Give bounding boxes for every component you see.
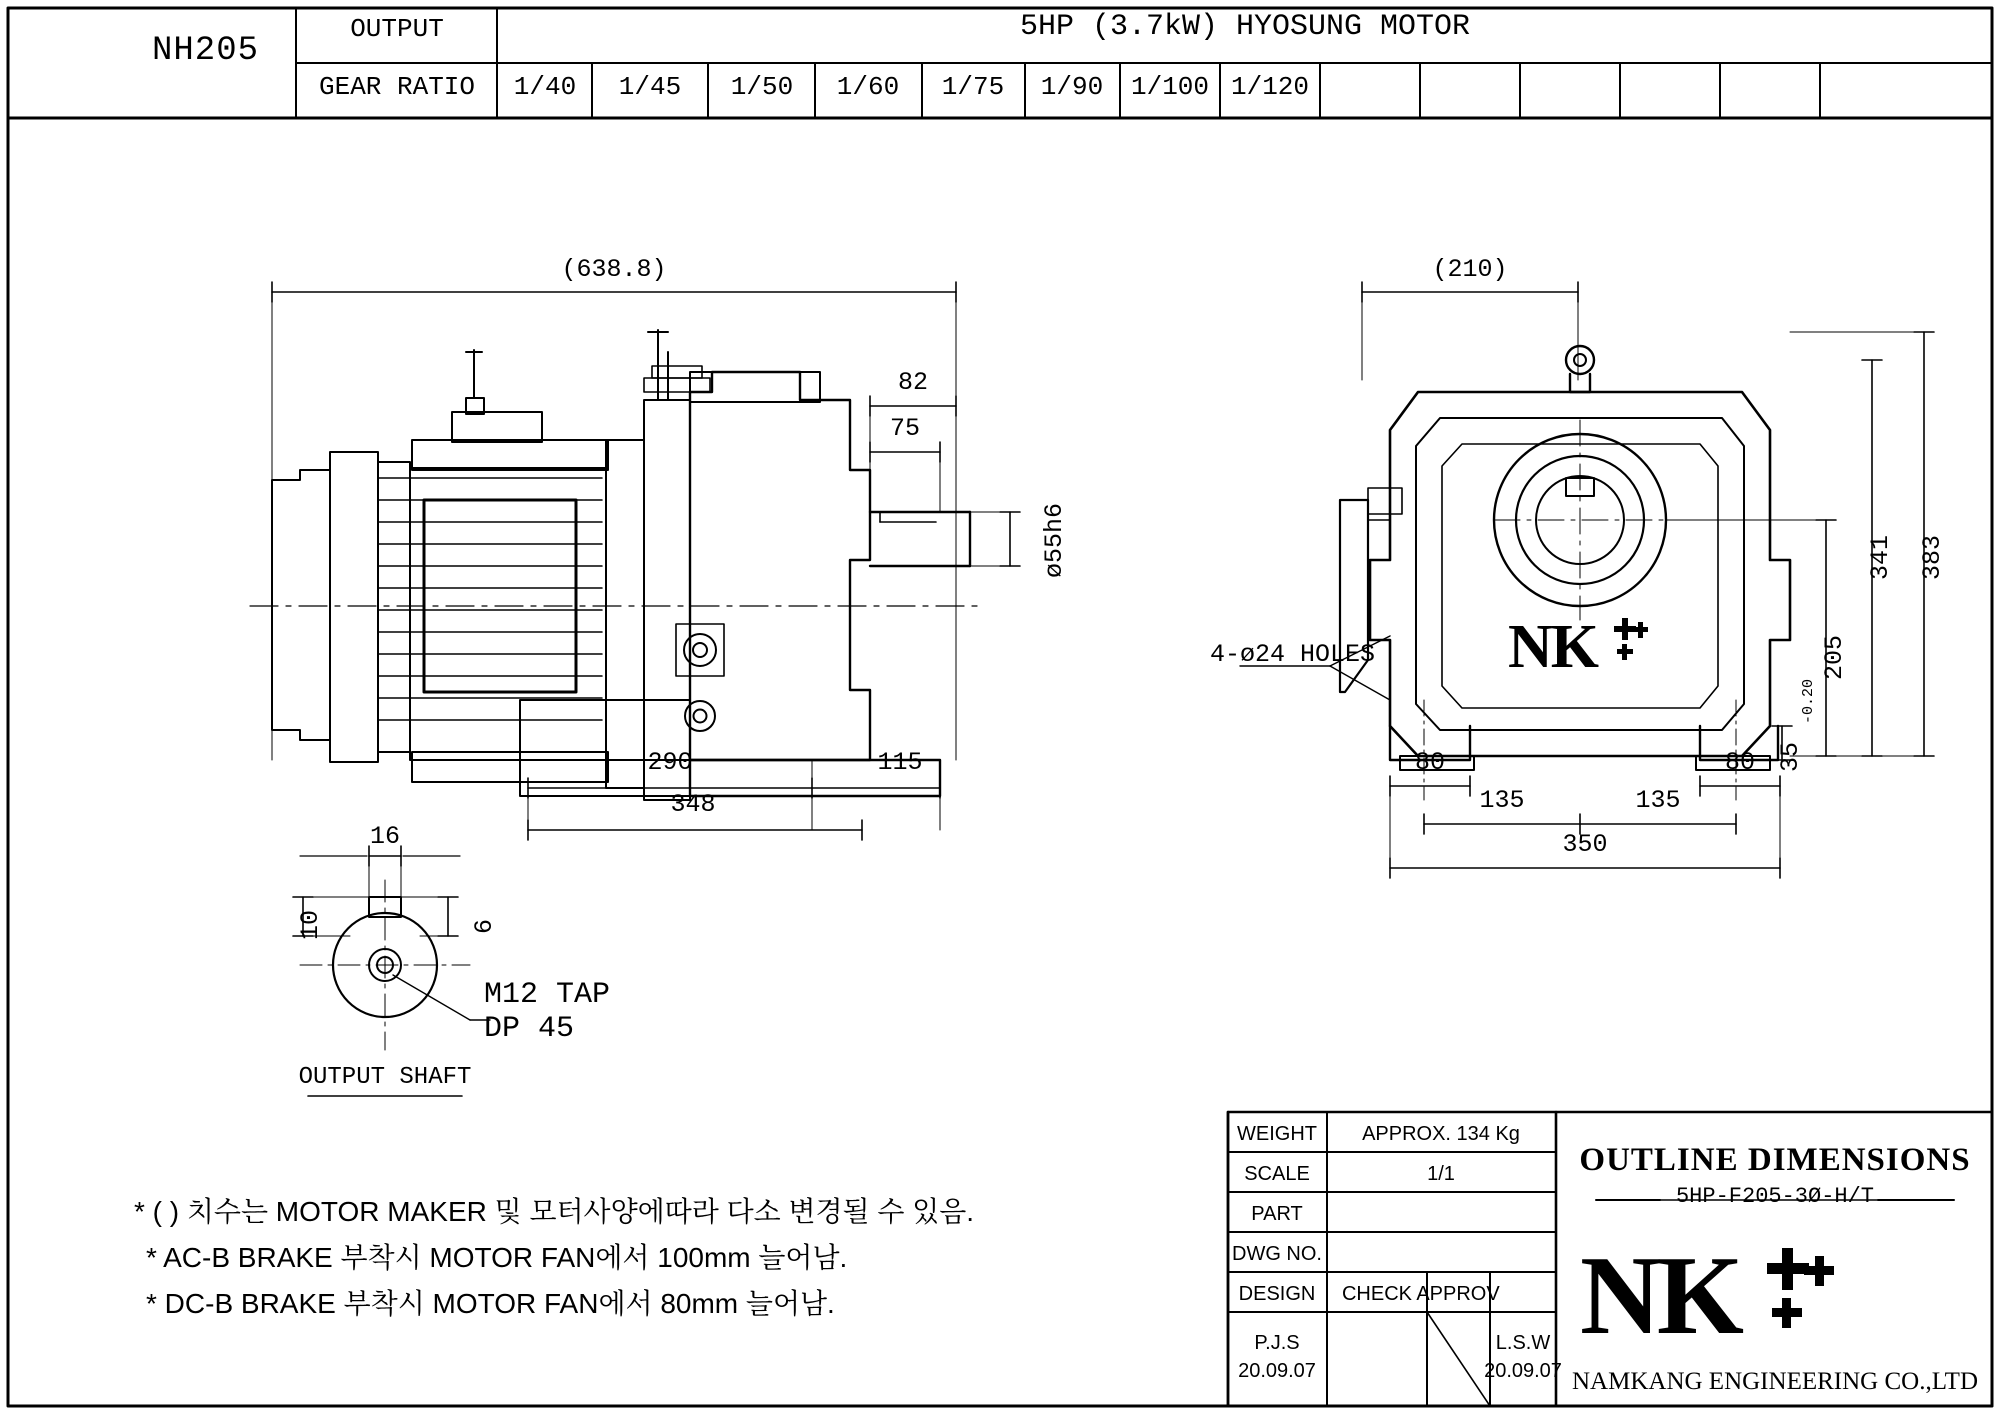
- design-date: 20.09.07: [1238, 1360, 1316, 1382]
- weight-label: WEIGHT: [1237, 1123, 1317, 1145]
- output-label: OUTPUT: [350, 14, 444, 44]
- dim-205: 205: [1820, 634, 1849, 680]
- dim-80-right: 80: [1724, 748, 1756, 777]
- gear-ratio-cell: 1/50: [730, 72, 794, 102]
- nk-logo-text: NK: [1508, 613, 1597, 681]
- dim-135-left: 135: [1479, 786, 1525, 815]
- dim-350: 350: [1562, 830, 1608, 859]
- detail-dim-16: 16: [369, 822, 401, 851]
- dim-383: 383: [1918, 534, 1947, 580]
- approv-name: L.S.W: [1495, 1332, 1551, 1354]
- output-value: 5HP (3.7kW) HYOSUNG MOTOR: [1019, 10, 1471, 44]
- dim-210: (210): [1432, 255, 1508, 284]
- detail-caption: OUTPUT SHAFT: [298, 1064, 472, 1091]
- gear-ratio-cell: 1/45: [618, 72, 682, 102]
- dim-overall-length: (638.8): [561, 255, 667, 284]
- dim-35: 35: [1776, 741, 1805, 772]
- note-line-3: * DC-B BRAKE 부착시 MOTOR FAN에서 80mm 늘어남.: [146, 1288, 835, 1319]
- dim-341: 341: [1866, 534, 1895, 580]
- gear-ratio-cell: 1/90: [1040, 72, 1104, 102]
- check-label: CHECK: [1341, 1283, 1413, 1305]
- dim-80-left: 80: [1414, 748, 1446, 777]
- dim-115: 115: [877, 748, 923, 777]
- scale-value: 1/1: [1427, 1163, 1455, 1185]
- approv-date: 20.09.07: [1484, 1360, 1562, 1382]
- scale-label: SCALE: [1244, 1163, 1310, 1185]
- weight-value: APPROX. 134 Kg: [1362, 1123, 1520, 1145]
- dim-205-tol-upper: 0: [1800, 678, 1817, 688]
- approv-label: APPROV: [1416, 1283, 1500, 1305]
- dim-shaft-diameter: ø55h6: [1040, 502, 1069, 578]
- company-name: NAMKANG ENGINEERING CO.,LTD: [1572, 1368, 1978, 1395]
- detail-m12-tap: M12 TAP: [484, 978, 611, 1012]
- dim-82: 82: [897, 368, 929, 397]
- gear-ratio-cell: 1/100: [1130, 72, 1210, 102]
- company-logo-text: NK: [1580, 1234, 1740, 1358]
- dim-75: 75: [889, 414, 921, 443]
- model-label: NH205: [152, 32, 260, 70]
- nk-logo-marks: [1604, 618, 1650, 671]
- company-logo-marks: [1752, 1248, 1838, 1345]
- dim-290: 290: [647, 748, 693, 777]
- plus-marks-icon: [1752, 1248, 1838, 1340]
- company-logo: [1580, 1234, 1740, 1358]
- dim-135-right: 135: [1635, 786, 1681, 815]
- note-line-2: * AC-B BRAKE 부착시 MOTOR FAN에서 100mm 늘어남.: [146, 1242, 848, 1273]
- design-label: DESIGN: [1238, 1283, 1316, 1305]
- nk-logo-housing: [1508, 612, 1597, 683]
- gear-ratio-label: GEAR RATIO: [318, 72, 476, 102]
- detail-dp-45: DP 45: [484, 1012, 575, 1046]
- design-name: P.J.S: [1254, 1332, 1300, 1354]
- drawing-subtitle: 5HP-F205-3Ø-H/T: [1675, 1184, 1875, 1209]
- plus-marks-icon: [1604, 618, 1650, 666]
- note-line-1: * ( ) 치수는 MOTOR MAKER 및 모터사양에따라 다소 변경될 수 있음.: [134, 1196, 975, 1227]
- dim-205-tol-lower: -0.2: [1800, 687, 1817, 724]
- drawing-title: OUTLINE DIMENSIONS: [1579, 1142, 1971, 1178]
- part-label: PART: [1251, 1203, 1303, 1225]
- dwg-no-label: DWG NO.: [1232, 1243, 1322, 1265]
- note-4-holes: 4-ø24 HOLES: [1210, 640, 1376, 669]
- detail-dim-10: 10: [296, 909, 325, 940]
- gear-ratio-cell: 1/40: [513, 72, 577, 102]
- detail-dim-6: 6: [470, 918, 499, 934]
- gear-ratio-cell: 1/60: [836, 72, 900, 102]
- gear-ratio-cell: 1/120: [1230, 72, 1310, 102]
- gear-ratio-cell: 1/75: [941, 72, 1005, 102]
- dim-348: 348: [670, 790, 716, 819]
